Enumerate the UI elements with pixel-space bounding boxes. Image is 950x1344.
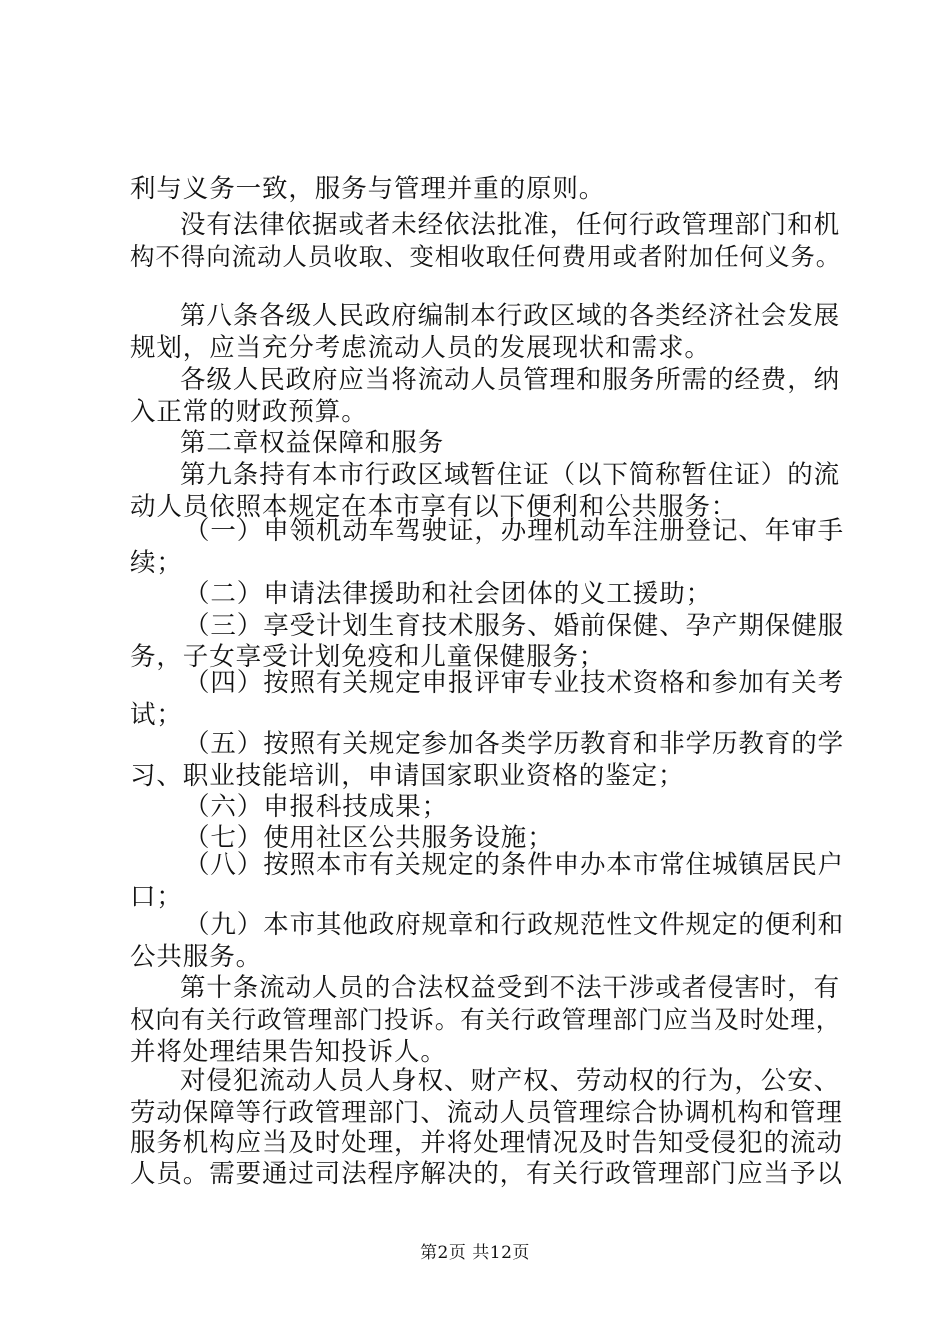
text-line: 规划，应当充分考虑流动人员的发展现状和需求。	[130, 333, 711, 363]
list-item: （三）享受计划生育技术服务、婚前保健、孕产期保健服	[184, 611, 845, 641]
text-line: 公共服务。	[130, 942, 263, 972]
text-line: 入正常的财政预算。	[130, 397, 368, 427]
text-line: 劳动保障等行政管理部门、流动人员管理综合协调机构和管理	[130, 1098, 843, 1128]
text-line: 各级人民政府应当将流动人员管理和服务所需的经费，纳	[180, 365, 841, 395]
list-item: （二）申请法律援助和社会团体的义工援助；	[184, 579, 713, 609]
text-line: 试；	[130, 700, 183, 730]
text-line: 续；	[130, 548, 183, 578]
page-footer: 第2页 共12页	[420, 1243, 530, 1263]
text-line: 第十条流动人员的合法权益受到不法干涉或者侵害时，有	[180, 973, 841, 1003]
text-line: 第九条持有本市行政区域暂住证（以下简称暂住证）的流	[180, 460, 841, 490]
text-line: 对侵犯流动人员人身权、财产权、劳动权的行为，公安、	[180, 1066, 841, 1096]
text-line: 利与义务一致，服务与管理并重的原则。	[130, 174, 606, 204]
list-item: （一）申领机动车驾驶证，办理机动车注册登记、年审手	[184, 516, 845, 546]
text-line: 服务机构应当及时处理，并将处理情况及时告知受侵犯的流动	[130, 1128, 843, 1158]
list-item: （四）按照有关规定申报评审专业技术资格和参加有关考	[184, 668, 845, 698]
text-line: 第八条各级人民政府编制本行政区域的各类经济社会发展	[180, 301, 841, 331]
text-line: 动人员依照本规定在本市享有以下便利和公共服务：	[130, 492, 738, 522]
text-line: 构不得向流动人员收取、变相收取任何费用或者附加任何义务。	[130, 242, 842, 271]
list-item: （七）使用社区公共服务设施；	[184, 823, 554, 853]
text-line: 习、职业技能培训，申请国家职业资格的鉴定；	[130, 761, 685, 791]
text-line: 权向有关行政管理部门投诉。有关行政管理部门应当及时处理，	[130, 1005, 842, 1034]
text-line: 没有法律依据或者未经依法批准，任何行政管理部门和机	[180, 210, 841, 240]
text-line: 口；	[130, 882, 183, 912]
text-line: 人员。需要通过司法程序解决的，有关行政管理部门应当予以	[130, 1159, 843, 1189]
list-item: （八）按照本市有关规定的条件申办本市常住城镇居民户	[184, 850, 845, 880]
text-line: 并将处理结果告知投诉人。	[130, 1037, 447, 1067]
list-item: （九）本市其他政府规章和行政规范性文件规定的便利和	[184, 910, 845, 940]
list-item: （五）按照有关规定参加各类学历教育和非学历教育的学	[184, 729, 845, 759]
list-item: （六）申报科技成果；	[184, 792, 449, 822]
chapter-heading: 第二章权益保障和服务	[180, 428, 445, 458]
text-line: 务，子女享受计划免疫和儿童保健服务；	[130, 642, 606, 672]
